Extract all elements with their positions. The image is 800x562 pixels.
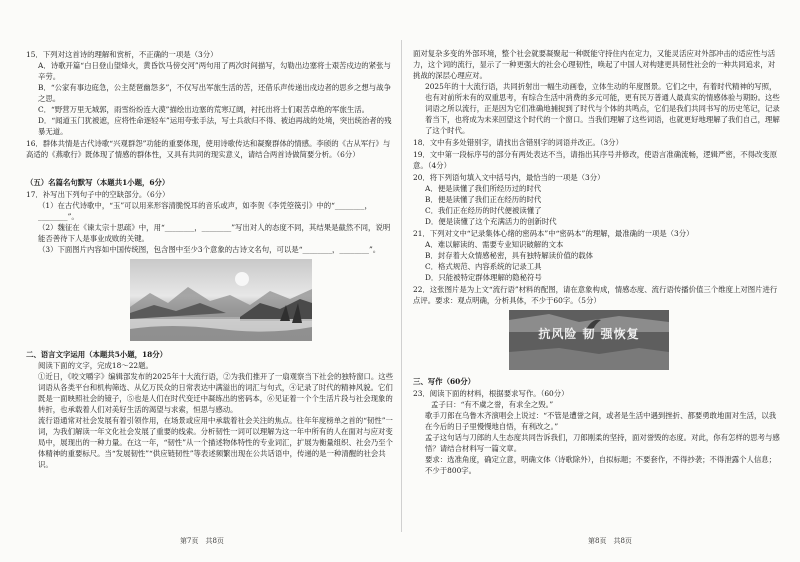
- passage-continued: 面对复杂多变的外部环境，整个社会就要凝聚起一种既能守持住内在定力，又能灵活应对外部冲击的适应性与活力，这个词的流行，显示了一种更强大的社会心理韧性，唤起了中国人对构建更具韧性社会的一种共同追求，对挑战的深层心理应对。: [413, 49, 776, 80]
- page-number-left: 第7页 共8页: [180, 537, 224, 545]
- ink-painting-image: [130, 259, 312, 341]
- question-16: 16．群体共情是古代诗歌“兴观群怨”功能的重要体现，使用诗歌传达和凝聚群体的情感。李颀的《古从军行》与高适的《燕歌行》既体现了情感的群体性，又具有共同的现实意义，请结合两首诗做简要分析。（6分）: [26, 139, 391, 159]
- question-17-2: （2）魏征在《谏太宗十思疏》中，用“________，________”写出对人的态度不同，其结果是截然不同，说明能否善待下人是事业成败的关键。: [38, 223, 391, 243]
- question-23: 23．阅读下面的材料，根据要求写作。（60分）: [413, 389, 569, 398]
- section-3-heading: 三、写作（60分）: [413, 377, 476, 386]
- option-20a: A．便是读懂了我们所经历过的时代: [425, 184, 542, 193]
- question-20: 20．将下列语句填入文中括号内，最恰当的一项是（3分）: [413, 173, 605, 182]
- passage-paragraph-2: 流行语通常对社会发展有着引领作用，在场景或应用中承载着社会关注的焦点。往年年度榜单之首的“韧性”一词，为我们解读一年文化社会发展了重要的线索。分析韧性一词可以理解为这一年中所有的人在面对与应对变局中，展现出的一种力量。在这一年，“韧性”从一个描述物体特性的专业词汇，扩展为衡量组织、社会乃至个体精神的重要标尺。当“发展韧性”“供应链韧性”等表述频繁出现在公共话语中，传递的是一种清醒的社会共识。: [38, 416, 393, 469]
- option-21b: B．封存着大众情感秘密，具有独特解读价值的载体: [425, 251, 594, 260]
- question-19: 19．文中第一段标序号的部分有两处表达不当，请指出其序号并修改，使语言准确流畅，逻辑严密，不得改变原意。（4分）: [413, 150, 778, 170]
- question-22: 22．这张图片是为上文“流行语”材料的配图，请在意象构成，情感态度、流行语传播价值三个维度上对图片进行点评。要求：观点明确，分析具体，不少于60字。（5分）: [413, 285, 778, 305]
- mencius-quote: 孟子曰：“有不虞之誉，有求全之毁。”: [431, 400, 554, 409]
- writing-material-2: 孟子这句话与刀郎的人生态度共同告诉我们，刀郎刚柔的坚持，面对誉毁的态度。对此，你有怎样的思考与感悟？请结合材料写一篇文章。: [425, 433, 780, 453]
- option-15c: C．“野营万里无城郭，雨雪纷纷连大漠”描绘出边塞的荒寒辽阔，衬托出将士们艰苦卓绝的军旅生活。: [38, 105, 370, 114]
- writing-material-1: 歌手刀郎在乌鲁木齐演唱会上说过：“不管是遭誉之间，或者是生活中遇到挫折、都要勇敢地面对生活，以我在今后的日子里慢慢地自悟，有利改之。”: [425, 411, 777, 431]
- question-15: 15．下列对这首诗的理解和赏析，不正确的一项是（3分）: [26, 50, 218, 59]
- option-20c: C．我们正在经历的时代便被读懂了: [425, 206, 542, 215]
- option-15a: A．诗歌开篇“白日登山望烽火，黄昏饮马傍交河”两句用了两次时间描写，勾勒出边塞将士艰苦戍边的紧张与辛劳。: [38, 61, 391, 81]
- option-15d: D．“闻道玉门犹被遮，应将性命逐轻车”运用夸张手法，写士兵欲归不得、被迫再战的处境，突出统治者的残暴无道。: [38, 116, 392, 136]
- reading-instruction: 阅读下面的文字，完成18～22题。: [38, 361, 153, 370]
- question-21: 21．下列对文中“记录集体心绪的密码本”中“密码本”的理解，最准确的一项是（3分）: [413, 229, 694, 238]
- option-20d: D．便是读懂了这个充满活力的创新时代: [425, 217, 557, 226]
- resilience-photo: [509, 310, 669, 370]
- photo-caption: 抗风险 韧 强恢复: [538, 327, 640, 341]
- question-18: 18．文中有多处错别字，请找出含错别字的词语并改正。（3分）: [413, 138, 623, 147]
- left-page: [26, 48, 394, 470]
- right-page: [413, 48, 781, 476]
- page-divider: [401, 40, 402, 532]
- passage-paragraph-1: ①近日，《咬文嚼字》编辑部发布的2025年十大流行语，②为我们推开了一扇观察当下社会的独特窗口。这些词语从各类平台和机构筛选、从亿万民众的日常表达中满溢出的词汇与句式，④记录了时代的精神风貌。它们既是一面映照社会的镜子，⑤也是人们在时代变迁中凝练出的密码本，⑥见证着一个个生活片段与社会现象的转折，也承载着人们对美好生活的渴望与求索，恒思与感动。: [38, 372, 394, 414]
- writing-requirements: 要求：选准角度，确定立意，明确文体（诗歌除外），自拟标题；不要套作，不得抄袭；不得泄露个人信息；不少于800字。: [425, 455, 777, 475]
- question-17-3: （3）下面图片内容如中国传统图，包含图中至少3个意象的古诗文名句，可以是“________，________”。: [38, 245, 381, 254]
- option-21c: C．格式规范、内容系统的记录工具: [425, 262, 542, 271]
- section-2-heading: 二、语言文字运用（本题共5小题，18分）: [26, 350, 168, 359]
- option-21d: D．只能被特定群体理解的隐秘符号: [425, 273, 542, 282]
- question-17-1: （1）在古代诗歌中，“玉”可以用来形容清脆悦耳的音乐或声，如李贺《李凭箜篌引》中的“________，________”。: [38, 201, 372, 221]
- option-21a: A．难以解读的、需要专业知识破解的文本: [425, 240, 564, 249]
- option-15b: B．“公家有事边庭急，公主琵琶幽怨多”，不仅写出军旅生活的苦，还借乐声传递出戍边者的思乡之想与战争之思。: [38, 83, 391, 103]
- option-20b: B．便是读懂了我们正在经历的时代: [425, 195, 542, 204]
- question-17: 17．补写出下列句子中的空缺部分。（6分）: [26, 190, 170, 199]
- page-number-right: 第8页 共8页: [588, 537, 632, 545]
- passage-paragraph-3: 2025年的十大流行语，共同折射出一幅生动画卷，立体生动的年度图景。它们之中，有着时代精神的写照，也有对前所未有的双重思考，有综合生活中消费的多元可能，更有民万普通人最真实的情感体验与期盼。这些词语之所以流行，正是因为它们准确地捕捉到了时代与个体的共鸣点，它们是我们共同书写的历史笔记，记录着当下，也将成为未来回望这个时代的一个窗口。当我们理解了这些词语，也就更好地理解了我们自己，理解了这个时代。: [425, 82, 780, 135]
- section-5-heading: （五）名篇名句默写（本题共1小题，6分）: [26, 178, 170, 187]
